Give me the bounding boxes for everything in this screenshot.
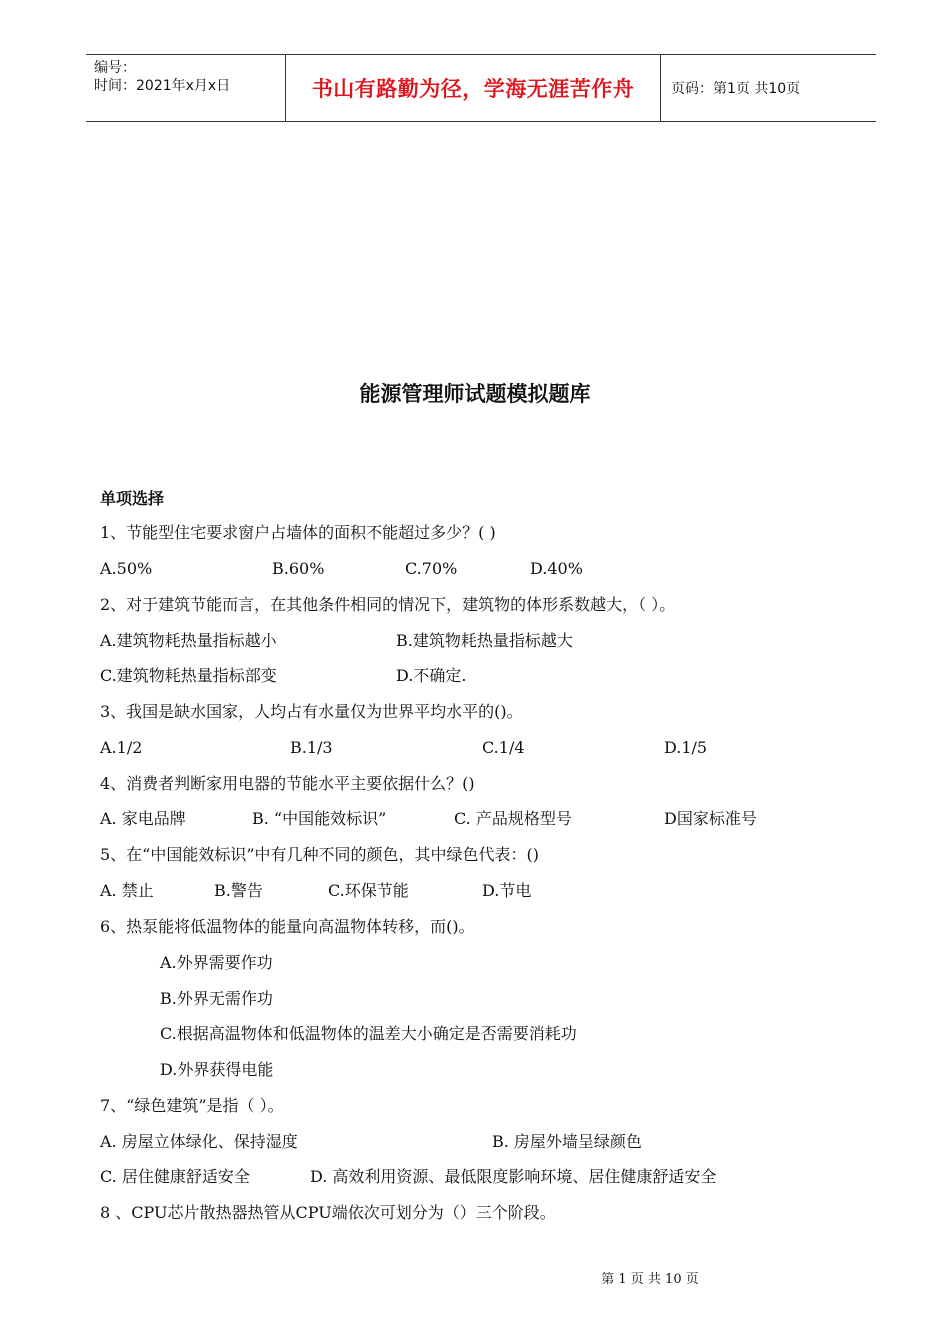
q4-option-b: B. “中国能效标识” [252,809,387,828]
q2-option-d: D.不确定. [396,666,467,685]
question-4: 4、消费者判断家用电器的节能水平主要依据什么？() [100,774,475,793]
q5-option-d: D.节电 [482,881,532,900]
q6-option-c: C.根据高温物体和低温物体的温差大小确定是否需要消耗功 [160,1024,577,1043]
q2-option-c: C.建筑物耗热量指标部变 [100,666,277,685]
q2-option-a: A.建筑物耗热量指标越小 [100,631,277,650]
time-label: 时间：2021年x月x日 [94,78,231,94]
document-title: 能源管理师试题模拟题库 [359,382,591,406]
question-8: 8 、CPU芯片散热器热管从CPU端依次可划分为（）三个阶段。 [100,1203,556,1222]
q4-option-a: A. 家电品牌 [100,809,186,828]
question-5: 5、在“中国能效标识”中有几种不同的颜色，其中绿色代表：() [100,845,540,864]
q5-option-c: C.环保节能 [328,881,409,900]
number-label: 编号： [94,60,136,76]
q3-option-a: A.1/2 [100,738,143,757]
section-heading: 单项选择 [100,489,165,508]
q7-option-a: A. 房屋立体绿化、保持湿度 [100,1132,298,1151]
question-3: 3、我国是缺水国家，人均占有水量仅为世界平均水平的()。 [100,702,523,721]
header-page-info: 页码：第1页 共10页 [671,81,801,97]
page-footer [0,1268,950,1287]
question-6: 6、热泵能将低温物体的能量向高温物体转移，而()。 [100,917,475,936]
q4-option-c: C. 产品规格型号 [454,809,572,828]
q3-option-d: D.1/5 [664,738,708,757]
question-2: 2、对于建筑节能而言，在其他条件相同的情况下，建筑物的体形系数越大，（ ）。 [100,595,676,614]
header-motto: 书山有路勤为径，学海无涯苦作舟 [286,55,661,121]
q1-option-b: B.60% [272,559,325,578]
q4-option-d: D国家标准号 [664,809,757,828]
q3-option-b: B.1/3 [290,738,333,757]
q7-option-c: C. 居住健康舒适安全 [100,1167,250,1186]
question-1: 1、节能型住宅要求窗户占墙体的面积不能超过多少？( ) [100,523,496,542]
q1-option-d: D.40% [530,559,583,578]
page-header [86,54,876,122]
question-7: 7、“绿色建筑”是指（ ）。 [100,1096,284,1115]
q6-option-a: A.外界需要作功 [160,953,273,972]
q1-option-a: A.50% [100,559,153,578]
q5-option-a: A. 禁止 [100,881,154,900]
q7-option-d: D. 高效利用资源、最低限度影响环境、居住健康舒适安全 [310,1167,717,1186]
q1-option-c: C.70% [405,559,458,578]
footer-page-number: 第 1 页 共 10 页 [601,1272,699,1287]
q3-option-c: C.1/4 [482,738,525,757]
q2-option-b: B.建筑物耗热量指标越大 [396,631,573,650]
q6-option-d: D.外界获得电能 [160,1060,274,1079]
header-left [86,55,286,121]
q5-option-b: B.警告 [214,881,263,900]
q6-option-b: B.外界无需作功 [160,989,273,1008]
q7-option-b: B. 房屋外墙呈绿颜色 [492,1132,642,1151]
